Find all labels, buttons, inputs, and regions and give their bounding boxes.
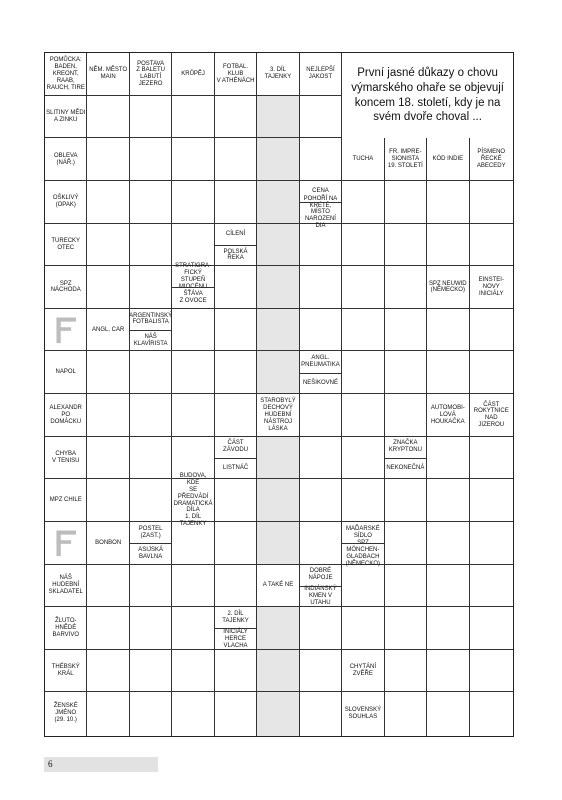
answer-cell — [87, 437, 129, 480]
clue-text: STAROBYLÝ DECHOVÝ HUDEBNÍ NÁSTROJ LÁSKA — [260, 398, 296, 432]
answer-cell — [87, 692, 129, 736]
answer-cell — [257, 479, 299, 522]
answer-cell — [300, 607, 342, 650]
answer-cell — [470, 309, 513, 352]
answer-cell — [87, 224, 129, 267]
answer-cell — [87, 394, 129, 437]
answer-cell — [427, 309, 469, 352]
answer-cell — [300, 96, 342, 139]
clue-text: FOTBAL. KLUB V ATHÉNÁCH — [216, 63, 255, 84]
clue-cell — [300, 565, 342, 608]
clue-cell — [45, 96, 87, 139]
clue-cell — [385, 437, 427, 480]
answer-cell — [300, 437, 342, 480]
crossword-grid — [44, 52, 514, 737]
answer-cell — [130, 138, 172, 181]
clue-cell — [45, 138, 87, 181]
clue-text: POSTEL (ZAST.) — [138, 525, 163, 539]
clue-text: CHYTÁNÍ ZVĚŘE — [349, 664, 377, 678]
clue-text: ŽENSKÉ JMÉNO (29. 10.) — [53, 703, 78, 724]
clue-text: ČÁST ROKYTNICE NAD JIZEROU — [473, 401, 509, 429]
clue-cell — [342, 522, 384, 565]
answer-cell — [385, 565, 427, 608]
clue-text: OŠKLIVÝ (OPAK) — [52, 195, 79, 209]
answer-cell — [87, 650, 129, 693]
clue-text: 3. DÍL TAJENKY — [264, 67, 292, 81]
clue-text: TURECKY OTEC — [51, 237, 81, 251]
answer-cell — [172, 692, 214, 736]
answer-cell — [172, 181, 214, 224]
clue-cell — [87, 309, 129, 352]
clue-cell — [45, 692, 87, 736]
clue-divider — [172, 287, 213, 288]
answer-cell — [215, 351, 257, 394]
answer-cell — [257, 692, 299, 736]
clue-text: ALEXANDR PO DOMÁCKU — [49, 404, 82, 425]
answer-cell — [130, 437, 172, 480]
answer-cell — [470, 181, 513, 224]
clue-divider — [215, 628, 256, 629]
clue-cell — [130, 309, 172, 352]
answer-cell — [87, 565, 129, 608]
clue-cell — [470, 138, 513, 181]
answer-cell — [470, 437, 513, 480]
f-logo-icon — [45, 522, 87, 565]
answer-cell — [257, 224, 299, 267]
answer-cell — [300, 692, 342, 736]
clue-text: A TAKÉ NE — [262, 582, 294, 589]
answer-cell — [130, 479, 172, 522]
clue-cell — [45, 266, 87, 309]
clue-text: POSTAVA Z BALETU LABUTÍ JEZERO — [136, 60, 165, 88]
answer-cell — [257, 650, 299, 693]
clue-text: NEJLEPŠÍ JAKOST — [306, 67, 335, 81]
answer-cell — [385, 224, 427, 267]
clue-text: 2. DÍL TAJENKY — [222, 610, 249, 624]
clue-cell — [215, 437, 257, 480]
answer-cell — [257, 138, 299, 181]
answer-cell — [130, 394, 172, 437]
clue-cell — [45, 437, 87, 480]
clue-cell — [470, 394, 513, 437]
answer-cell — [385, 607, 427, 650]
answer-cell — [342, 309, 384, 352]
answer-cell — [172, 565, 214, 608]
clue-cell — [45, 565, 87, 608]
clue-text: THÉBSKÝ KRÁL — [51, 664, 80, 678]
clue-divider — [300, 586, 341, 587]
clue-text: EINSTEI- NOVY INICIÁLY — [478, 277, 504, 297]
answer-cell — [342, 607, 384, 650]
answer-cell — [427, 224, 469, 267]
clue-text: SLITINY MĚDI A ZINKU — [46, 110, 86, 123]
clue-cell — [45, 181, 87, 224]
clue-text: ZNAČKA KRYPTONU — [388, 440, 422, 454]
answer-cell — [87, 351, 129, 394]
answer-cell — [257, 181, 299, 224]
answer-cell — [172, 96, 214, 139]
intro-text: První jasné důkazy o chovu výmarského ohaře se objevují koncem 18. století, kdy je na svém dvoře choval ... — [342, 53, 513, 138]
answer-cell — [427, 607, 469, 650]
clue-text: ARGENTINSKÝ FOTBALISTA — [129, 312, 173, 326]
answer-cell — [385, 394, 427, 437]
clue-text: CÍLENÍ — [225, 230, 246, 237]
clue-divider — [130, 543, 171, 544]
clue-cell — [45, 394, 87, 437]
answer-cell — [300, 138, 342, 181]
clue-cell — [257, 565, 299, 608]
answer-cell — [172, 394, 214, 437]
answer-cell — [470, 650, 513, 693]
clue-cell — [45, 224, 87, 267]
answer-cell — [427, 692, 469, 736]
clue-text: SPZ MÖNCHEN- GLADBACH (NĚMECKO) — [345, 540, 381, 567]
clue-cell — [342, 692, 384, 736]
page-footer — [44, 757, 158, 772]
f-logo-icon — [45, 309, 87, 352]
clue-text: PÍSMENO ŘECKÉ ABECEDY — [476, 149, 506, 169]
answer-cell — [342, 437, 384, 480]
clue-cell — [215, 607, 257, 650]
clue-cell — [257, 53, 299, 96]
answer-cell — [172, 607, 214, 650]
clue-text: NEŠIKOVNÉ — [302, 379, 338, 386]
answer-cell — [385, 522, 427, 565]
answer-cell — [87, 266, 129, 309]
answer-cell — [215, 522, 257, 565]
answer-cell — [470, 224, 513, 267]
clue-text: OBLEVA (NÁŘ.) — [53, 152, 78, 166]
clue-text: CENA — [312, 188, 329, 195]
answer-cell — [172, 224, 214, 267]
answer-cell — [130, 692, 172, 736]
clue-text: SPZ NÁCHODA — [50, 280, 81, 294]
answer-cell — [470, 522, 513, 565]
clue-cell — [130, 522, 172, 565]
answer-cell — [342, 181, 384, 224]
clue-text: ŽLUTO- HNĚDÉ BARVIVO — [52, 618, 80, 638]
answer-cell — [257, 607, 299, 650]
clue-cell — [45, 650, 87, 693]
answer-cell — [215, 650, 257, 693]
answer-cell — [87, 96, 129, 139]
clue-divider — [342, 543, 383, 544]
answer-cell — [87, 479, 129, 522]
clue-cell — [172, 53, 214, 96]
answer-cell — [385, 266, 427, 309]
clue-text: CHYBA V TENISU — [51, 451, 80, 464]
clue-cell — [300, 351, 342, 394]
clue-cell — [130, 53, 172, 96]
clue-text: BONBON — [95, 539, 122, 546]
answer-cell — [172, 522, 214, 565]
answer-cell — [470, 607, 513, 650]
answer-cell — [342, 394, 384, 437]
answer-cell — [87, 181, 129, 224]
clue-text: POHOŘÍ NA KRÉTĚ, MÍSTO NAROZENÍ DIA — [303, 195, 338, 230]
answer-cell — [300, 394, 342, 437]
clue-cell — [427, 266, 469, 309]
clue-cell — [300, 53, 342, 96]
clue-cell — [172, 263, 214, 309]
clue-text: AUTOMOBI- LOVÁ HOUKAČKA — [430, 404, 465, 425]
answer-cell — [215, 565, 257, 608]
clue-text: MPZ CHILE — [49, 497, 82, 504]
answer-cell — [385, 692, 427, 736]
answer-cell — [87, 607, 129, 650]
clue-cell — [342, 138, 384, 181]
answer-cell — [427, 181, 469, 224]
answer-cell — [300, 650, 342, 693]
answer-cell — [257, 437, 299, 480]
clue-text: POLSKÁ ŘEKA — [223, 248, 248, 262]
answer-cell — [385, 351, 427, 394]
clue-text: NÁŠ KLAVÍRISTA — [133, 333, 168, 347]
clue-divider — [385, 458, 426, 459]
clue-cell — [45, 351, 87, 394]
answer-cell — [215, 181, 257, 224]
clue-divider — [130, 330, 171, 331]
clue-text: FR. IMPRE- SIONISTA 19. STOLETÍ — [387, 149, 423, 169]
answer-cell — [257, 96, 299, 139]
clue-text: NAPOL — [55, 369, 76, 376]
answer-cell — [300, 522, 342, 565]
answer-cell — [215, 479, 257, 522]
answer-cell — [342, 479, 384, 522]
answer-cell — [385, 479, 427, 522]
answer-cell — [257, 309, 299, 352]
answer-cell — [257, 522, 299, 565]
logo-cell — [45, 309, 87, 352]
logo-cell — [45, 522, 87, 565]
clue-divider — [215, 245, 256, 246]
clue-text: BUDOVA, KDE SE PŘEDVÁDÍ DRAMATICKÁ DÍLA 1. DÍL TAJENKY — [173, 473, 213, 528]
answer-cell — [130, 650, 172, 693]
answer-cell — [300, 266, 342, 309]
clue-divider — [215, 458, 256, 459]
page-number: 6 — [48, 759, 53, 769]
answer-cell — [470, 479, 513, 522]
answer-cell — [130, 565, 172, 608]
answer-cell — [470, 565, 513, 608]
clue-cell — [87, 53, 129, 96]
clue-text: INDIÁNSKÝ KMEN V UTAHU — [304, 586, 337, 606]
answer-cell — [215, 138, 257, 181]
clue-text: DOBRÉ NÁPOJE — [308, 568, 333, 582]
answer-cell — [215, 266, 257, 309]
clue-text: SPZ NEUWID (NĚMECKO) — [428, 280, 467, 294]
clue-text: ANGL. CAR — [92, 326, 125, 333]
answer-cell — [130, 351, 172, 394]
answer-cell — [427, 650, 469, 693]
clue-text: ČÁST ZÁVODU — [223, 440, 249, 454]
clue-text: NĚM. MĚSTO MAIN — [89, 67, 128, 81]
clue-text: KÓD INDIE — [432, 156, 464, 163]
clue-text: TUCHA — [352, 156, 374, 163]
answer-cell — [130, 224, 172, 267]
answer-cell — [215, 394, 257, 437]
clue-text: MAĎARSKÉ SÍDLO — [346, 525, 380, 539]
clue-text: SLOVENSKÝ SOUHLAS — [344, 706, 382, 720]
answer-cell — [87, 138, 129, 181]
answer-cell — [300, 479, 342, 522]
answer-cell — [427, 522, 469, 565]
clue-cell — [300, 181, 342, 230]
answer-cell — [130, 96, 172, 139]
answer-cell — [342, 224, 384, 267]
clue-text: ASIJSKÁ BAVLNA — [138, 546, 163, 560]
clue-text: NÁŠ HUDEBNÍ SKLADATEL — [48, 575, 83, 596]
answer-cell — [385, 309, 427, 352]
clue-cell — [172, 473, 214, 528]
answer-cell — [342, 565, 384, 608]
answer-cell — [172, 309, 214, 352]
answer-cell — [427, 437, 469, 480]
answer-cell — [427, 351, 469, 394]
clue-text: POMŮCKA: BADEN, KREONT, RAAB, RAUCH, TIRE — [46, 57, 85, 91]
clue-text: NEKONEČNÁ — [386, 465, 425, 472]
answer-cell — [342, 266, 384, 309]
answer-cell — [172, 650, 214, 693]
clue-text: STRATIGRA- FICKÝ STUPEŇ MIOCÉNU — [175, 263, 212, 290]
clue-cell — [45, 53, 87, 96]
answer-cell — [215, 692, 257, 736]
answer-cell — [470, 692, 513, 736]
answer-cell — [257, 351, 299, 394]
answer-cell — [130, 607, 172, 650]
clue-cell — [385, 138, 427, 181]
answer-cell — [385, 181, 427, 224]
clue-text: ANGL. PNEUMATIKA — [301, 355, 340, 369]
clue-cell — [427, 138, 469, 181]
answer-cell — [215, 309, 257, 352]
clue-cell — [215, 224, 257, 267]
clue-text: LISTNÁČ — [222, 465, 249, 472]
clue-cell — [215, 53, 257, 96]
clue-cell — [45, 607, 87, 650]
clue-cell — [342, 650, 384, 693]
answer-cell — [215, 96, 257, 139]
answer-cell — [427, 479, 469, 522]
clue-divider — [300, 202, 341, 203]
clue-text: ŠŤÁVA Z OVOCE — [179, 291, 207, 305]
clue-text: KRŮPĚJ — [181, 70, 205, 77]
answer-cell — [342, 351, 384, 394]
answer-cell — [130, 266, 172, 309]
clue-cell — [427, 394, 469, 437]
clue-text: INICIÁLY HERCE VLACHA — [223, 628, 248, 649]
answer-cell — [130, 181, 172, 224]
answer-cell — [427, 565, 469, 608]
clue-divider — [300, 373, 341, 374]
clue-cell — [45, 479, 87, 522]
answer-cell — [300, 309, 342, 352]
answer-cell — [172, 138, 214, 181]
clue-cell — [87, 522, 129, 565]
clue-cell — [470, 266, 513, 309]
answer-cell — [300, 224, 342, 267]
answer-cell — [470, 351, 513, 394]
clue-cell — [257, 394, 299, 437]
answer-cell — [172, 351, 214, 394]
answer-cell — [385, 650, 427, 693]
answer-cell — [257, 266, 299, 309]
